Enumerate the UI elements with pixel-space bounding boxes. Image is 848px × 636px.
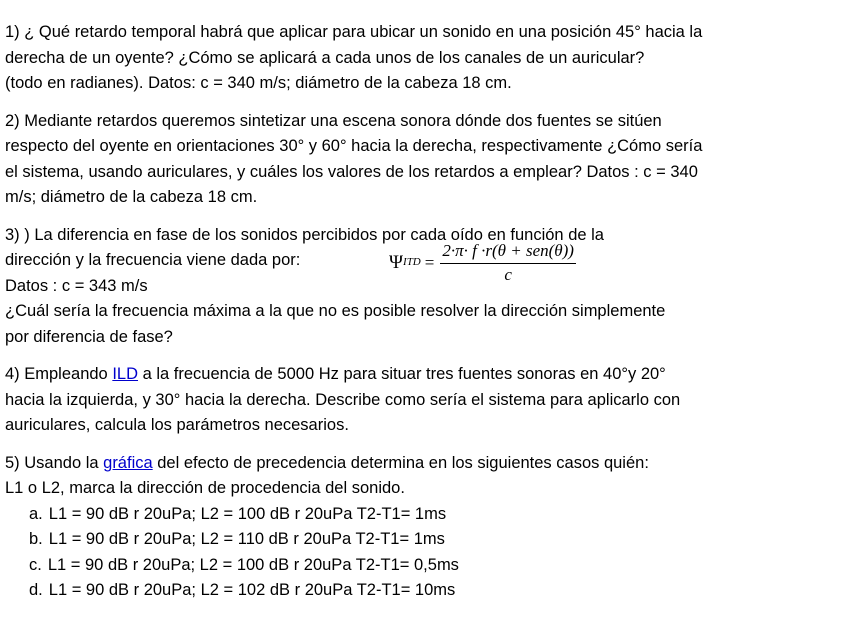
q5-text-post: del efecto de precedencia determina en los siguientes casos quién: — [152, 453, 649, 472]
q4-line-3: auriculares, calcula los parámetros necesarios. — [5, 416, 349, 434]
question-3 — [5, 223, 845, 351]
q3-line-2: dirección y la frecuencia viene dada por: — [5, 251, 301, 269]
list-item-text: L1 = 90 dB r 20uPa; L2 = 100 dB r 20uPa T2-T1= 0,5ms — [47, 555, 459, 574]
q3-line-4: ¿Cuál sería la frecuencia máxima a la que no es posible resolver la dirección simplemente — [5, 302, 666, 320]
formula-denominator: c — [504, 265, 512, 284]
q4-text-pre: 4) Empleando — [5, 365, 113, 383]
q2-line-1: 2) Mediante retardos queremos sintetizar una escena sonora dónde dos fuentes se sitúen — [5, 111, 662, 130]
question-2 — [5, 109, 845, 211]
formula-psi: Ψ — [389, 252, 404, 274]
q4-text-post: a la frecuencia de 5000 Hz para situar tres fuentes sonoras en 40°y 20° — [138, 365, 666, 383]
exercise-document — [5, 20, 845, 616]
q2-line-4: m/s; diámetro de la cabeza 18 cm. — [5, 188, 258, 206]
q5-line-2: L1 o L2, marca la dirección de procedencia del sonido. — [5, 479, 405, 497]
q1-line-2: derecha de un oyente? ¿Cómo se aplicará a cada unos de los canales de un auricular? — [5, 48, 645, 67]
list-item — [5, 527, 845, 553]
q1-line-1: 1) ¿ Qué retardo temporal habrá que aplicar para ubicar un sonido en una posición 45° hacia la — [5, 23, 703, 41]
q1-line-3: (todo en radianes). Datos: c = 340 m/s; diámetro de la cabeza 18 cm. — [5, 74, 512, 92]
list-item-label: d. — [29, 581, 43, 599]
q3-formula-row — [5, 241, 845, 284]
list-item-label: b. — [29, 530, 43, 548]
formula-numerator: 2·π· f ·r(θ + sen(θ)) — [440, 240, 576, 264]
formula-fraction — [440, 240, 576, 286]
list-item-text: L1 = 90 dB r 20uPa; L2 = 100 dB r 20uPa T2-T1= 1ms — [48, 504, 447, 523]
q5-case-list — [5, 502, 845, 604]
ild-link[interactable]: ILD — [112, 365, 139, 383]
q3-line-3: Datos : c = 343 m/s — [5, 276, 148, 295]
question-4 — [5, 362, 845, 439]
q5-text-pre: 5) Usando la — [5, 453, 104, 472]
question-5 — [5, 451, 845, 604]
q3-line-5: por diferencia de fase? — [5, 327, 173, 346]
list-item — [5, 578, 845, 604]
list-item-label: a. — [29, 504, 43, 523]
itd-phase-formula — [389, 240, 576, 286]
q2-line-3: el sistema, usando auriculares, y cuáles los valores de los retardos a emplear? Datos : c = 340 — [5, 162, 698, 181]
formula-equals: = — [424, 253, 435, 273]
q2-line-2: respecto del oyente en orientaciones 30° y 60° hacia la derecha, respectivamente ¿Cómo sería — [5, 137, 703, 155]
list-item — [5, 502, 845, 528]
q3-line-1: 3) ) La diferencia en fase de los sonidos percibidos por cada oído en función de la — [5, 225, 604, 244]
list-item-text: L1 = 90 dB r 20uPa; L2 = 102 dB r 20uPa T2-T1= 10ms — [48, 581, 456, 599]
list-item-text: L1 = 90 dB r 20uPa; L2 = 110 dB r 20uPa T2-T1= 1ms — [48, 530, 445, 548]
grafica-link[interactable]: gráfica — [103, 453, 153, 472]
q4-line-1 — [5, 362, 845, 388]
q5-line-1 — [5, 451, 845, 477]
q4-line-2: hacia la izquierda, y 30° hacia la derecha. Describe como sería el sistema para aplicarlo con — [5, 390, 681, 409]
list-item-label: c. — [29, 555, 42, 574]
question-1 — [5, 20, 845, 97]
formula-psi-subscript: ITD — [403, 256, 421, 269]
list-item — [5, 553, 845, 579]
